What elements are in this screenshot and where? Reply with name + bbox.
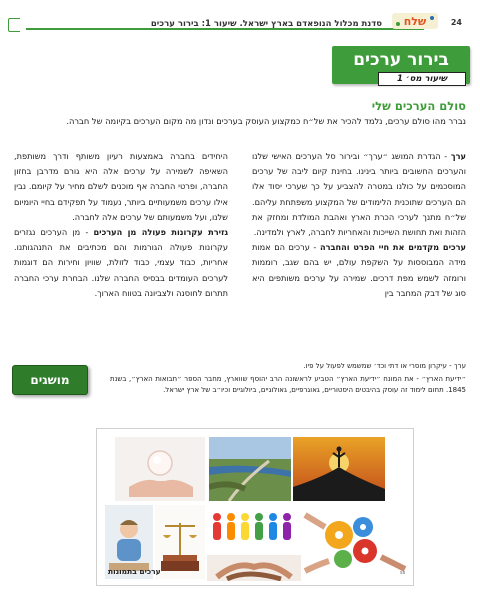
text-column-left bbox=[14, 149, 228, 301]
section-title: סולם הערכים שלי bbox=[371, 99, 466, 113]
paragraph-body: - ערכים הם אמות מידה המבוססות על השקפת עולם, יש בהם שגב, רוממות ורומזה לשמש מפת דרכים. שמירה על ערכים משותפים היא סוג של דבק המחבר בין bbox=[252, 242, 466, 298]
justice-scale-photo bbox=[155, 505, 205, 579]
page-header bbox=[0, 6, 480, 32]
children-figures-illustration bbox=[207, 505, 301, 555]
stacked-hands-photo bbox=[207, 555, 301, 581]
page-number: 24 bbox=[450, 18, 462, 27]
collage-caption: ערכים בתמונות bbox=[108, 567, 161, 576]
concept-definition: ערך - עיקרון מוסרי או דתי וכד׳ שמשמש לפעול על פיו. bbox=[303, 362, 466, 370]
concepts-badge-label: מושגים bbox=[30, 373, 70, 387]
paragraph bbox=[14, 149, 228, 225]
paragraph-lead: ערך bbox=[450, 151, 466, 161]
paragraph bbox=[14, 225, 228, 301]
page-corner-mark bbox=[8, 18, 20, 32]
paragraph-body: - מן הערכים נגזרים עקרונות פעולה הגורמות והם מכתיבים את התנהגותנו. אחריות, כבוד עצמי, כבוד לזולת, שוויון וחירות הם דוגמות לערכים העומדים בבסיס החברה שלנו. הבחרת ערכי החברה תתרום לחוסנה ולצביונה בטווח הארוך. bbox=[14, 227, 228, 298]
landscape-photo bbox=[209, 437, 291, 501]
sunset-mountain-photo bbox=[293, 437, 385, 501]
paragraph-body: - הגדרת המושג ״ערך״ ובירור סל הערכים האישי שלנו והערכים החשובים ביותר בינינו. בחינת קיום ליבה של ערכים המוסכמים על כולנו במטרה להצביע על כך שערכי יסוד אלו הם הערכים שתוכנית הלימודים של המקצוע משפתחת עליהם. של״ח מתנך לערכי הכרת הארץ ואהבת המולדת ומחזק את הזהות ואת תחושת השייכות והאחריות לחברה, לארץ ולמדינה. bbox=[252, 151, 466, 238]
lesson-number-tag: שיעור מס׳ 1 bbox=[378, 72, 466, 86]
paragraph bbox=[252, 149, 466, 240]
gears-teamwork-photo bbox=[303, 505, 407, 579]
paragraph-body: היחידים בחברה באמצעות רעיון משותף ודרך משותפת, השאיפה לשמירה על ערכים אלה היא גורם מדרבן בחזון החברה, ופרטי החברה אף מוכנים לשלם מחיר על קיומם. נבין אילו ערכים משמעותיים ביותר, נעמוד על תפקידם בחיי היומיום שלנו, ועל משמעותם של ערכים אלה לחברה. bbox=[14, 151, 228, 222]
paragraph bbox=[252, 240, 466, 301]
header-series-text: סדנת מכלול הנופאדם בארץ ישראל. שיעור 1: בירור ערכים bbox=[150, 19, 382, 29]
paragraph-lead: ערכים מקדמים את חיי הפרט והחברה bbox=[319, 242, 467, 253]
concepts-badge bbox=[12, 365, 88, 395]
section-intro: נברר מהו סולם ערכים, נלמד להכיר את של״ח כמקצוע העוסק בערכים ונדון מה מקום הערכים בקיומה של חברה. bbox=[66, 116, 466, 126]
concepts-definitions bbox=[110, 361, 466, 398]
logo-text: שלח bbox=[403, 15, 427, 28]
concept-definition: ״ידיעת הארץ״ - את המונח ״ידיעת הארץ״ הטביע לראשונה הרב יהוסף שווארץ, מחבר הספר ״תבואות הארץ״, בשנת 1845. תחום לימוד זה עוסק בהיבטים היסטוריים, גאוגרפיים, גאולוגיים, ביולוגיים וכיו״ב של ארץ ישראל. bbox=[110, 374, 466, 394]
hands-sphere-photo bbox=[115, 437, 205, 501]
paragraph-lead: גזירת עקרונות פעולה מן הערכים bbox=[93, 227, 229, 238]
values-photo-collage bbox=[96, 428, 414, 586]
lesson-title: בירור ערכים bbox=[353, 50, 449, 70]
image-credit-mark: ss bbox=[400, 570, 406, 576]
text-column-right bbox=[252, 149, 466, 301]
shlach-logo bbox=[392, 12, 438, 30]
